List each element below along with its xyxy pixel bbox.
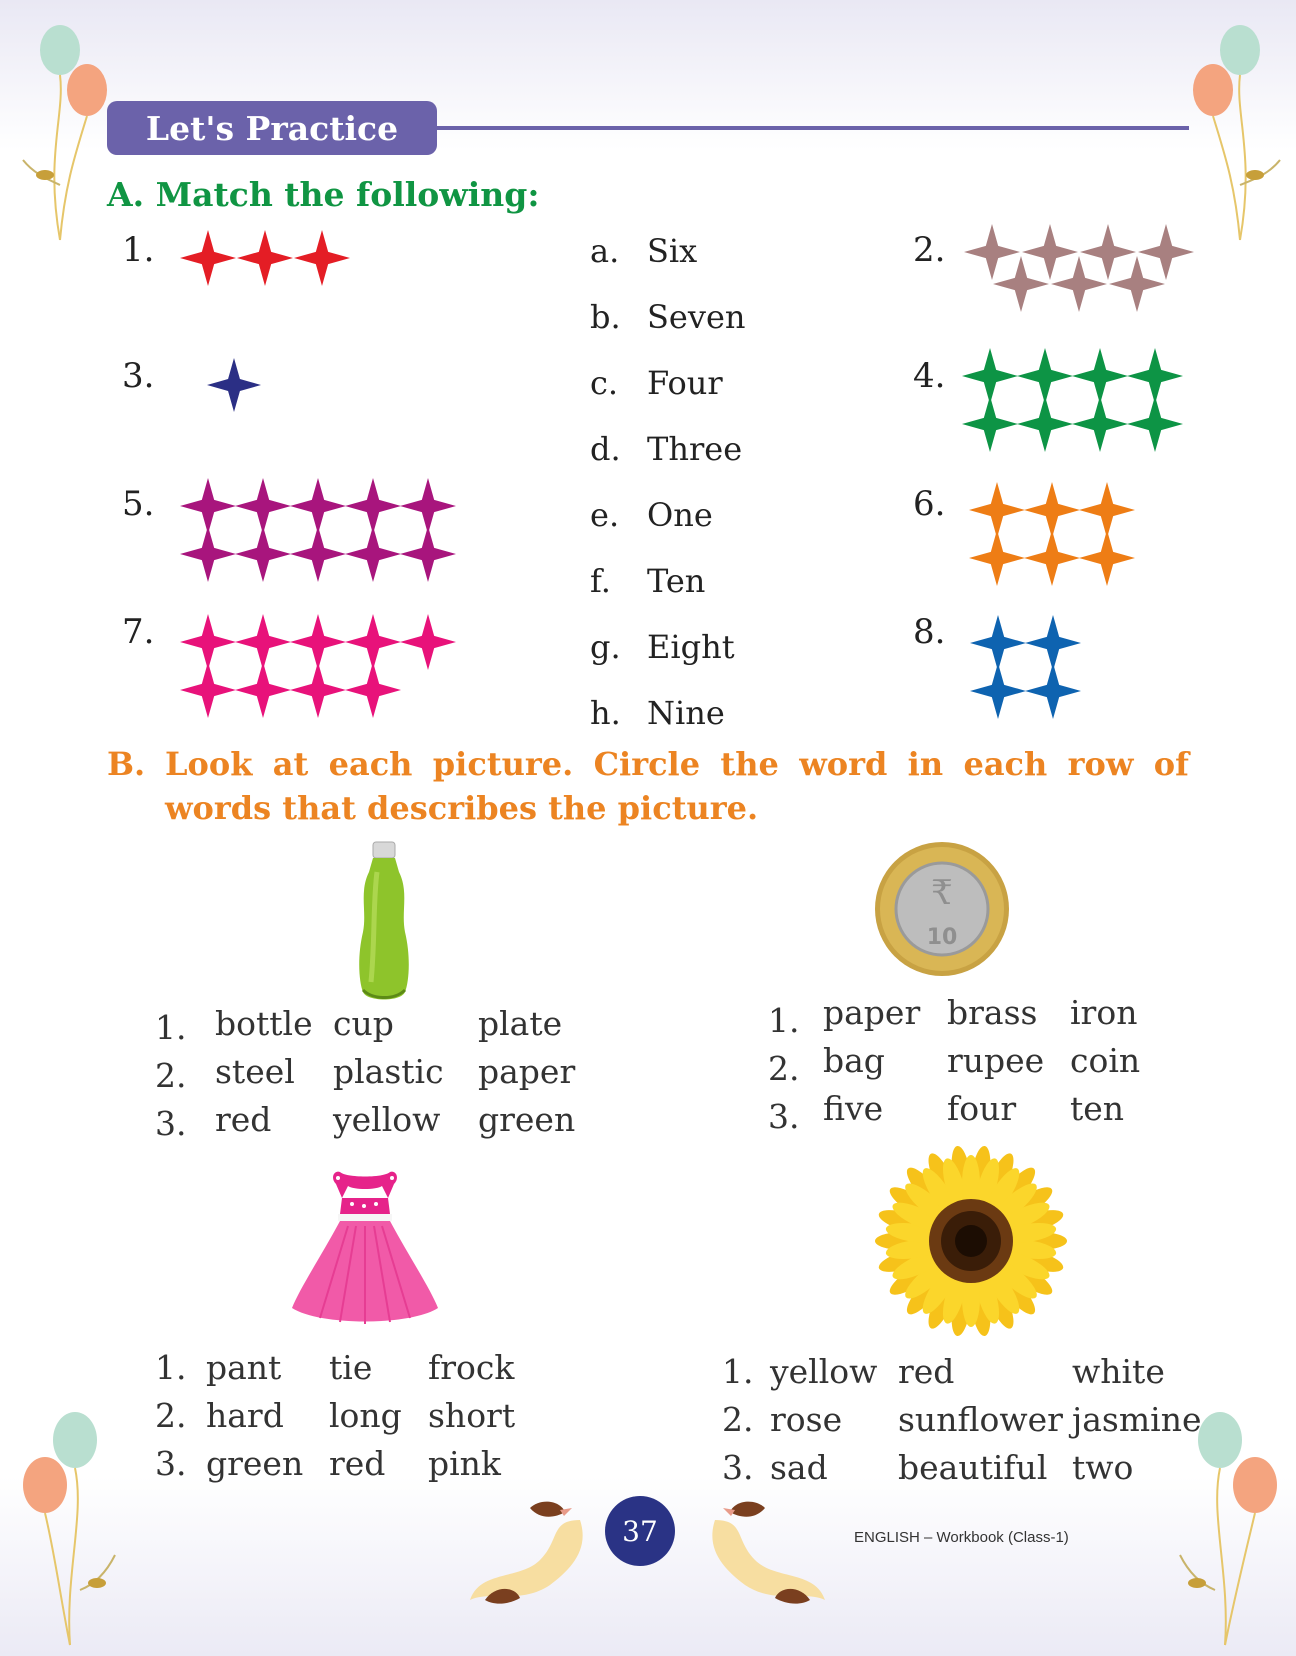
balloons-bottom-right-icon — [1175, 1405, 1290, 1650]
item-3-number: 3. — [122, 356, 155, 396]
stars-group-7 — [178, 612, 458, 722]
lets-practice-banner — [107, 101, 437, 155]
word-option[interactable]: two — [1072, 1448, 1134, 1487]
coin-picture — [873, 840, 1011, 978]
bottle-row-1-number: 1. — [155, 1008, 187, 1047]
option-letter-e: e. — [590, 496, 620, 534]
star-icon — [1079, 530, 1135, 586]
star-icon — [1138, 224, 1194, 280]
word-option[interactable]: five — [823, 1089, 884, 1128]
item-5-number: 5. — [122, 484, 155, 524]
star-icon — [400, 526, 456, 582]
star-icon — [345, 662, 401, 718]
item-6-number: 6. — [913, 484, 946, 524]
sunflower-row-2-number: 2. — [722, 1400, 754, 1439]
word-option[interactable]: plastic — [333, 1052, 444, 1091]
word-option[interactable]: red — [215, 1100, 272, 1139]
option-letter-f: f. — [590, 562, 611, 600]
option-word-f: Ten — [647, 562, 706, 600]
word-option[interactable]: four — [947, 1089, 1017, 1128]
stars-group-4 — [960, 346, 1190, 456]
option-word-d: Three — [647, 430, 743, 468]
star-icon — [180, 230, 236, 286]
coin-row-1-number: 1. — [768, 1001, 800, 1040]
stars-group-8 — [968, 613, 1088, 723]
star-icon — [1072, 348, 1128, 404]
option-word-a: Six — [647, 232, 698, 270]
star-icon — [1024, 530, 1080, 586]
word-option[interactable]: sunflower — [898, 1400, 1063, 1439]
stars-group-2 — [963, 222, 1203, 322]
star-icon — [970, 663, 1026, 719]
star-icon — [400, 614, 456, 670]
word-option[interactable]: long — [329, 1396, 402, 1435]
star-icon — [294, 230, 350, 286]
star-icon — [235, 614, 291, 670]
word-option[interactable]: green — [478, 1100, 576, 1139]
bottle-row-2-number: 2. — [155, 1056, 187, 1095]
word-option[interactable]: plate — [478, 1004, 563, 1043]
word-option[interactable]: rupee — [947, 1041, 1045, 1080]
option-word-b: Seven — [647, 298, 746, 336]
option-letter-a: a. — [590, 232, 620, 270]
word-option[interactable]: hard — [206, 1396, 284, 1435]
balloons-top-right-icon — [1180, 15, 1290, 245]
star-icon — [969, 530, 1025, 586]
frock-row-1-number: 1. — [155, 1348, 187, 1387]
svg-text:₹: ₹ — [931, 873, 953, 913]
word-option[interactable]: coin — [1070, 1041, 1141, 1080]
star-icon — [290, 662, 346, 718]
heading-word: of — [1153, 745, 1189, 783]
word-option[interactable]: ten — [1070, 1089, 1125, 1128]
heading-word: each — [963, 745, 1048, 783]
section-a-heading: A. Match the following: — [107, 175, 540, 214]
star-icon — [345, 614, 401, 670]
star-icon — [1072, 396, 1128, 452]
sunflower-row-1-number: 1. — [722, 1352, 754, 1391]
sunflower-row-3-number: 3. — [722, 1448, 754, 1487]
star-icon — [180, 614, 236, 670]
header-rule — [437, 126, 1189, 130]
book-title: ENGLISH – Workbook (Class-1) — [854, 1529, 1069, 1546]
lets-practice-title: Let's Practice — [145, 108, 399, 148]
heading-word: word — [799, 745, 888, 783]
ribbon-birds-left-icon — [460, 1490, 600, 1620]
word-option[interactable]: brass — [947, 993, 1038, 1032]
word-option[interactable]: short — [428, 1396, 516, 1435]
star-icon — [290, 526, 346, 582]
word-option[interactable]: yellow — [333, 1100, 441, 1139]
word-option[interactable]: yellow — [770, 1352, 878, 1391]
word-option[interactable]: jasmine — [1072, 1400, 1202, 1439]
option-word-g: Eight — [647, 628, 735, 666]
coin-value-label: 10 — [926, 925, 958, 950]
option-letter-h: h. — [590, 694, 621, 732]
star-icon — [1109, 256, 1165, 312]
word-option[interactable]: beautiful — [898, 1448, 1048, 1487]
star-icon — [964, 224, 1020, 280]
coin-row-2-number: 2. — [768, 1049, 800, 1088]
heading-word: row — [1067, 745, 1134, 783]
star-icon — [962, 396, 1018, 452]
star-icon — [180, 662, 236, 718]
star-icon — [1025, 663, 1081, 719]
word-option[interactable]: red — [329, 1444, 386, 1483]
star-icon — [1017, 396, 1073, 452]
bottle-picture — [353, 842, 413, 1004]
star-icon — [1127, 396, 1183, 452]
word-option[interactable]: frock — [428, 1348, 515, 1387]
frock-row-2-number: 2. — [155, 1396, 187, 1435]
star-icon — [1025, 615, 1081, 671]
star-icon — [1017, 348, 1073, 404]
word-option[interactable]: tie — [329, 1348, 373, 1387]
star-icon — [1127, 348, 1183, 404]
word-option[interactable]: sad — [770, 1448, 828, 1487]
star-icon — [962, 348, 1018, 404]
option-word-c: Four — [647, 364, 723, 402]
word-option[interactable]: steel — [215, 1052, 295, 1091]
option-letter-g: g. — [590, 628, 621, 666]
sunflower-picture — [873, 1143, 1069, 1339]
word-option[interactable]: bottle — [215, 1004, 313, 1043]
word-option[interactable]: iron — [1070, 993, 1138, 1032]
option-letter-d: d. — [590, 430, 621, 468]
word-option[interactable]: bag — [823, 1041, 885, 1080]
stars-group-5 — [178, 476, 458, 586]
option-word-h: Nine — [647, 694, 725, 732]
star-icon — [180, 526, 236, 582]
frock-picture — [290, 1168, 440, 1328]
star-icon — [235, 526, 291, 582]
coin-row-3-number: 3. — [768, 1097, 800, 1136]
item-8-number: 8. — [913, 612, 946, 652]
star-icon — [290, 614, 346, 670]
balloons-bottom-left-icon — [15, 1405, 125, 1650]
star-icon — [400, 478, 456, 534]
star-icon — [207, 358, 261, 412]
item-1-number: 1. — [122, 230, 155, 270]
star-icon — [1022, 224, 1078, 280]
section-b-heading-line1 — [165, 742, 1189, 786]
heading-word: each — [328, 745, 413, 783]
section-b-heading-line2: words that describes the picture. — [165, 789, 759, 827]
item-7-number: 7. — [122, 612, 155, 652]
word-option[interactable]: pink — [428, 1444, 501, 1483]
star-icon — [993, 256, 1049, 312]
word-option[interactable]: red — [898, 1352, 955, 1391]
heading-word: in — [907, 745, 944, 783]
heading-word: the — [720, 745, 779, 783]
word-option[interactable]: paper — [823, 993, 921, 1032]
stars-group-6 — [967, 480, 1147, 590]
star-icon — [235, 478, 291, 534]
bottle-row-3-number: 3. — [155, 1104, 187, 1143]
frock-row-3-number: 3. — [155, 1444, 187, 1483]
star-icon — [235, 662, 291, 718]
word-option[interactable]: paper — [478, 1052, 576, 1091]
heading-word: Look — [165, 745, 253, 783]
word-option[interactable]: pant — [206, 1348, 282, 1387]
star-icon — [1079, 482, 1135, 538]
item-4-number: 4. — [913, 356, 946, 396]
star-icon — [969, 482, 1025, 538]
section-b-letter: B. — [107, 745, 146, 783]
star-icon — [290, 478, 346, 534]
star-icon — [1051, 256, 1107, 312]
star-icon — [1024, 482, 1080, 538]
word-option[interactable]: white — [1072, 1352, 1165, 1391]
ribbon-birds-right-icon — [695, 1490, 835, 1620]
star-icon — [970, 615, 1026, 671]
word-option[interactable]: rose — [770, 1400, 843, 1439]
star-icon — [180, 478, 236, 534]
stars-group-1 — [180, 228, 360, 288]
word-option[interactable]: cup — [333, 1004, 394, 1043]
word-option[interactable]: green — [206, 1444, 304, 1483]
heading-word: Circle — [593, 745, 701, 783]
star-icon — [1080, 224, 1136, 280]
star-icon — [345, 526, 401, 582]
page-number: 37 — [605, 1496, 675, 1566]
star-icon — [345, 478, 401, 534]
option-word-e: One — [647, 496, 713, 534]
option-letter-b: b. — [590, 298, 621, 336]
star-icon — [237, 230, 293, 286]
heading-word: picture. — [432, 745, 574, 783]
heading-word: at — [272, 745, 309, 783]
stars-group-3 — [205, 355, 265, 415]
item-2-number: 2. — [913, 230, 946, 270]
option-letter-c: c. — [590, 364, 619, 402]
